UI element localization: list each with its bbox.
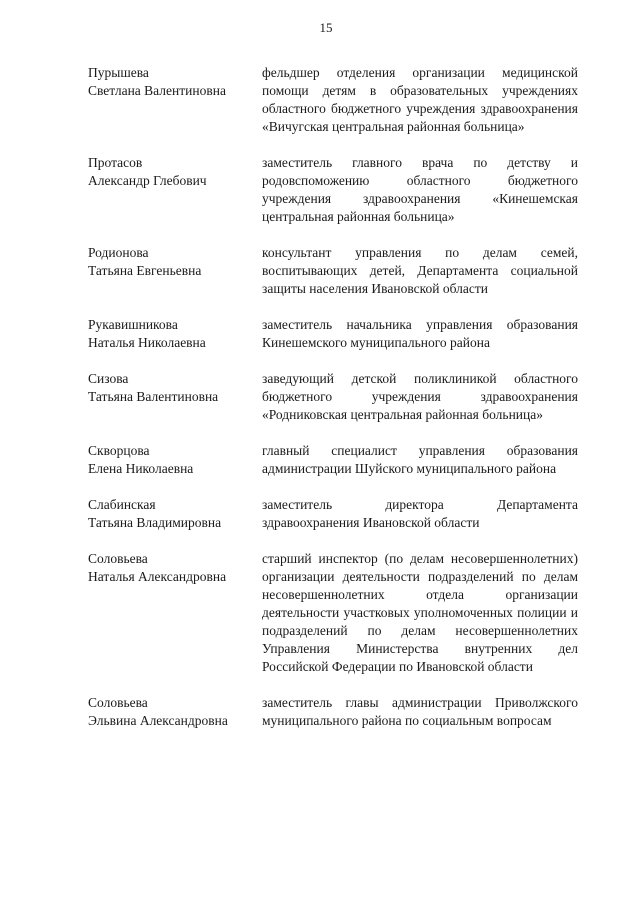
person-position: заместитель главы администрации Приволжского муниципального района по социальным вопросам <box>262 695 578 728</box>
list-item <box>88 64 578 136</box>
list-item <box>88 154 578 226</box>
person-surname: Слабинская <box>88 497 156 512</box>
person-surname: Соловьева <box>88 551 148 566</box>
person-name <box>88 694 262 730</box>
list-item <box>88 316 578 352</box>
list-item <box>88 244 578 298</box>
person-given-names: Наталья Николаевна <box>88 335 206 350</box>
person-surname: Пурышева <box>88 65 149 80</box>
person-surname: Сизова <box>88 371 129 386</box>
person-surname: Протасов <box>88 155 143 170</box>
person-surname: Скворцова <box>88 443 150 458</box>
person-position: заведующий детской поликлиникой областного бюджетного учреждения здравоохранения «Родниковская центральная районная больница» <box>262 371 578 422</box>
person-given-names: Татьяна Евгеньевна <box>88 263 202 278</box>
person-name <box>88 154 262 190</box>
person-given-names: Александр Глебович <box>88 173 207 188</box>
list-item <box>88 442 578 478</box>
list-item <box>88 550 578 676</box>
person-position: консультант управления по делам семей, воспитывающих детей, Департамента социальной защиты населения Ивановской области <box>262 245 578 296</box>
person-name <box>88 550 262 586</box>
person-position: главный специалист управления образования администрации Шуйского муниципального района <box>262 443 578 476</box>
person-given-names: Татьяна Валентиновна <box>88 389 219 404</box>
person-surname: Рукавишникова <box>88 317 178 332</box>
list-item <box>88 370 578 424</box>
list-item <box>88 496 578 532</box>
person-name <box>88 64 262 100</box>
person-name <box>88 442 262 478</box>
person-position: старший инспектор (по делам несовершеннолетних) организации деятельности подразделений по делам несовершеннолетних отдела организации деятельности участковых уполномоченных полиции и подразделений по делам несовершеннолетних Управления Министерства внутренних дел Российской Федерации по Ивановской области <box>262 551 578 674</box>
person-given-names: Эльвина Александровна <box>88 713 228 728</box>
person-position: заместитель начальника управления образования Кинешемского муниципального района <box>262 317 578 350</box>
person-name <box>88 244 262 280</box>
person-given-names: Елена Николаевна <box>88 461 194 476</box>
person-given-names: Наталья Александровна <box>88 569 227 584</box>
entries-list <box>88 64 578 730</box>
person-position: фельдшер отделения организации медицинской помощи детям в образовательных учреждениях областного бюджетного учреждения здравоохранения «Вичугская центральная районная больница» <box>262 65 578 134</box>
person-name <box>88 496 262 532</box>
person-name <box>88 316 262 352</box>
person-given-names: Татьяна Владимировна <box>88 515 222 530</box>
page-number: 15 <box>319 20 333 35</box>
person-surname: Родионова <box>88 245 149 260</box>
person-name <box>88 370 262 406</box>
person-position: заместитель главного врача по детству и родовспоможению областного бюджетного учреждения здравоохранения «Кинешемская центральная районная больница» <box>262 155 578 224</box>
person-surname: Соловьева <box>88 695 148 710</box>
list-item <box>88 694 578 730</box>
person-position: заместитель директора Департамента здравоохранения Ивановской области <box>262 497 578 530</box>
person-given-names: Светлана Валентиновна <box>88 83 226 98</box>
